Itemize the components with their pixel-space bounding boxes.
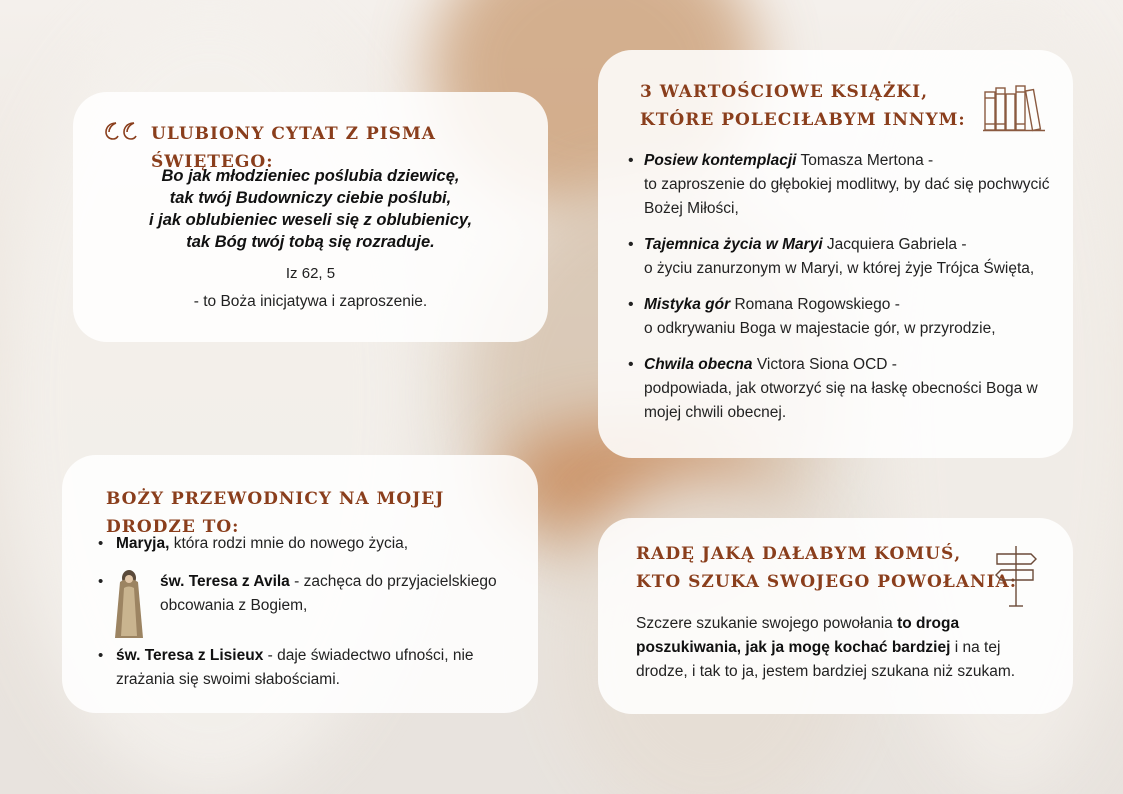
book-description: o odkrywaniu Boga w majestacie gór, w przyrodzie, bbox=[644, 320, 996, 337]
advice-text-end: i na tej drodze, i tak to ja, jestem bardziej szukana niż szukam. bbox=[636, 639, 1016, 680]
scripture-quote bbox=[93, 165, 528, 253]
quote-note: - to Boża inicjatywa i zaproszenie. bbox=[193, 293, 428, 310]
book-author: Romana Rogowskiego - bbox=[730, 296, 900, 313]
books-icon bbox=[983, 84, 1045, 137]
quote-line: i jak oblubieniec weseli się z oblubienicy, bbox=[148, 211, 473, 229]
book-title: Tajemnica życia w Maryi bbox=[644, 236, 823, 253]
guide-name: św. Teresa z Avila bbox=[160, 573, 290, 590]
guides-list bbox=[98, 532, 528, 692]
guide-description: która rodzi mnie do nowego życia, bbox=[169, 535, 409, 552]
books-card-heading: 3 WARTOŚCIOWE KSIĄŻKI, KTÓRE POLECIŁABYM INNYM: bbox=[640, 82, 966, 130]
quote-line: Bo jak młodzieniec poślubia dziewicę, bbox=[161, 167, 460, 185]
book-author: Victora Siona OCD - bbox=[752, 356, 897, 373]
book-title: Mistyka gór bbox=[644, 296, 731, 313]
list-item bbox=[628, 353, 1063, 425]
books-card bbox=[598, 50, 1073, 458]
signpost-icon bbox=[993, 544, 1039, 613]
advice-heading-line: KTO SZUKA SWOJEGO POWOŁANIA: bbox=[636, 572, 1017, 592]
advice-card-heading bbox=[636, 540, 1017, 596]
book-description: o życiu zanurzonym w Maryi, w której żyje Trójca Święta, bbox=[644, 260, 1035, 277]
book-description: to zaproszenie do głębokiej modlitwy, by dać się pochwycić Bożej Miłości, bbox=[644, 176, 1050, 217]
quote-reference: Iz 62, 5 bbox=[285, 265, 336, 282]
advice-text-start: Szczere szukanie swojego powołania bbox=[636, 615, 898, 632]
list-item bbox=[628, 233, 1063, 281]
book-title: Chwila obecna bbox=[644, 356, 753, 373]
guide-name: św. Teresa z Lisieux bbox=[116, 647, 264, 664]
list-item bbox=[98, 644, 528, 692]
guide-description: - zachęca do przyjacielskiego obcowania z Bogiem, bbox=[160, 573, 497, 614]
guides-card-heading: BOŻY PRZEWODNICY NA MOJEJ DRODZE TO: bbox=[106, 489, 445, 537]
advice-heading-line: RADĘ JAKĄ DAŁABYM KOMUŚ, bbox=[636, 544, 962, 564]
book-author: Jacquiera Gabriela - bbox=[822, 236, 967, 253]
books-list bbox=[628, 149, 1063, 437]
list-item bbox=[98, 532, 528, 556]
guide-name: Maryja, bbox=[116, 535, 170, 552]
list-item bbox=[98, 570, 528, 630]
advice-text-emphasis: to droga poszukiwania, jak ja mogę kochać bardziej bbox=[636, 615, 960, 656]
quote-line: tak twój Budowniczy ciebie poślubi, bbox=[169, 189, 452, 207]
book-title: Posiew kontemplacji bbox=[644, 152, 797, 169]
saint-teresa-image bbox=[112, 568, 146, 648]
book-author: Tomasza Mertona - bbox=[796, 152, 934, 169]
advice-text bbox=[636, 612, 1049, 684]
guide-description: - daje świadectwo ufności, nie zrażania się swoimi słabościami. bbox=[116, 647, 474, 688]
quote-line: tak Bóg twój tobą się rozraduje. bbox=[186, 233, 435, 251]
quote-card-heading: ULUBIONY CYTAT Z PISMA ŚWIĘTEGO: bbox=[151, 124, 436, 172]
guides-card bbox=[62, 455, 538, 713]
book-description: podpowiada, jak otworzyć się na łaskę obecności Boga w mojej chwili obecnej. bbox=[644, 380, 1038, 421]
list-item bbox=[628, 149, 1063, 221]
advice-card bbox=[598, 518, 1073, 714]
list-item bbox=[628, 293, 1063, 341]
quote-mark-icon bbox=[103, 118, 137, 152]
favorite-quote-card bbox=[73, 92, 548, 342]
